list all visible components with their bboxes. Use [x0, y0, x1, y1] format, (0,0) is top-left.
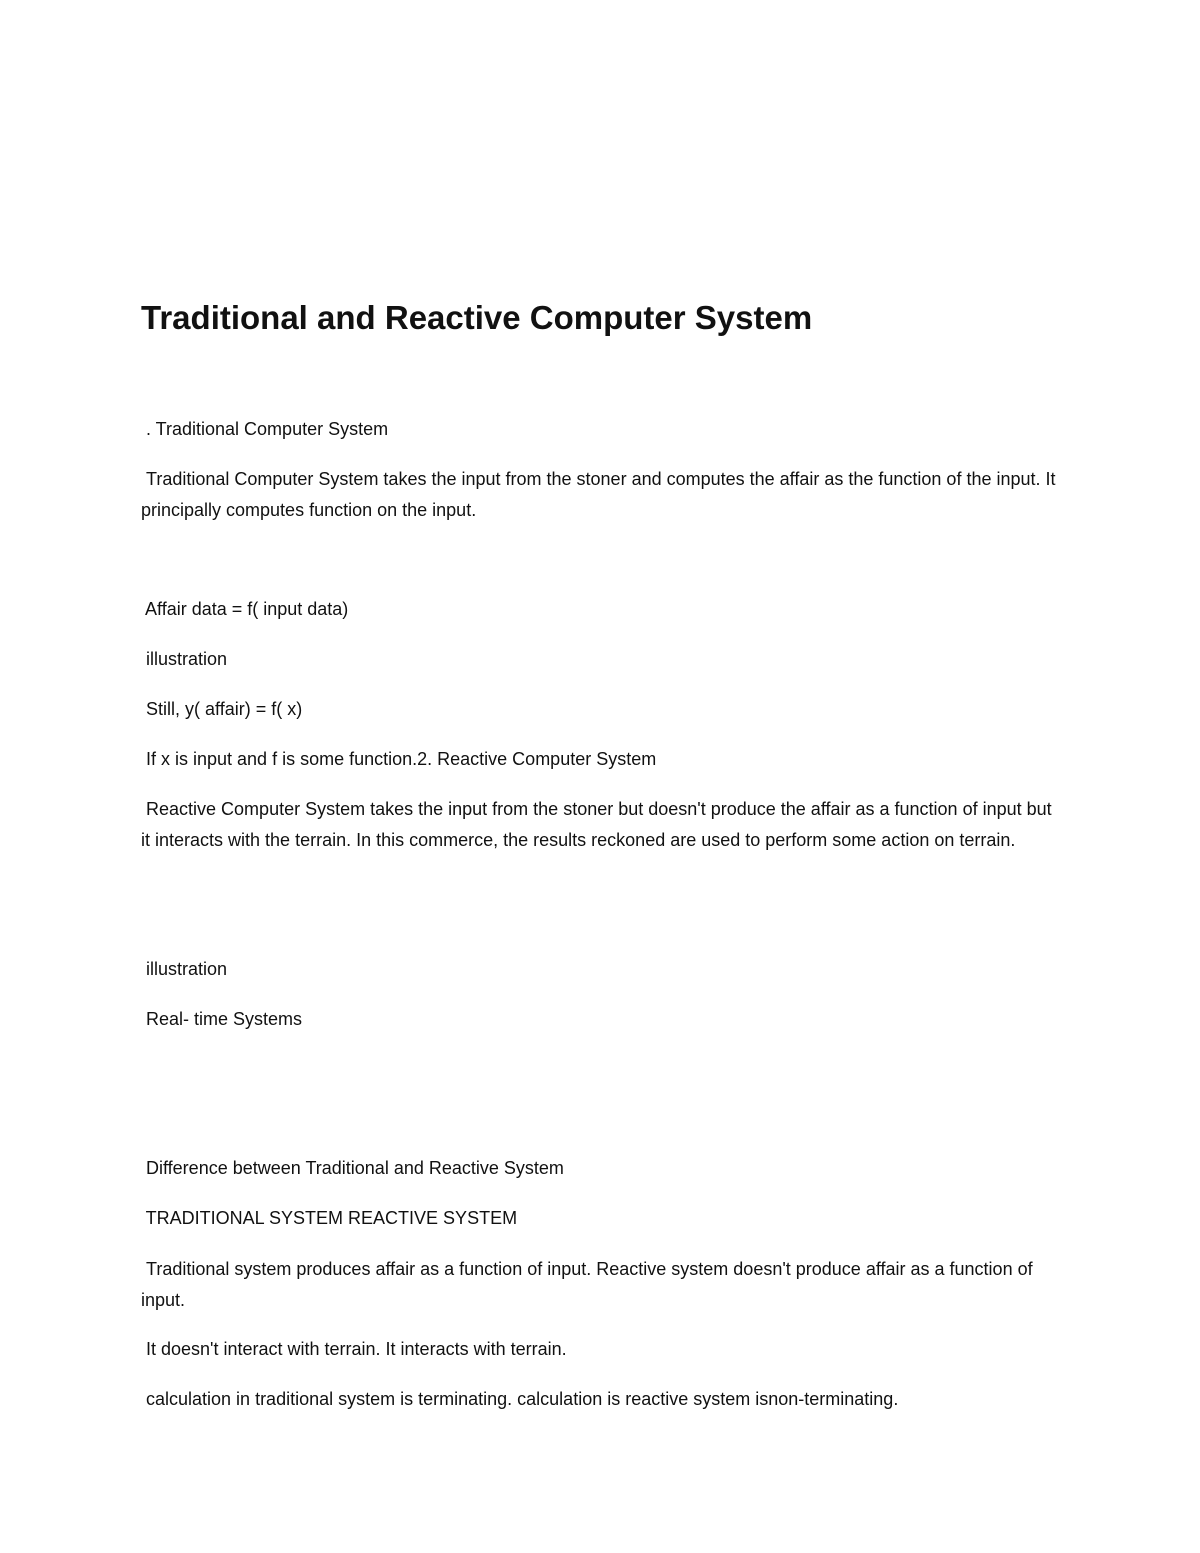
- label-illustration: illustration: [141, 959, 228, 979]
- table-header-systems: TRADITIONAL SYSTEM REACTIVE SYSTEM: [141, 1208, 518, 1228]
- paragraph-reactive-description: Reactive Computer System takes the input from the stoner but doesn't produce the affair as a function of input but it interacts with the terrain. In this commerce, the results reckoned are used to perform some action on terrain.: [141, 799, 1057, 850]
- paragraph-definition-reactive-heading: If x is input and f is some function.2. Reactive Computer System: [141, 749, 657, 769]
- document-title: Traditional and Reactive Computer System: [141, 299, 813, 336]
- formula-affair-data: Affair data = f( input data): [141, 599, 349, 619]
- section-heading-difference: Difference between Traditional and Reactive System: [141, 1158, 564, 1178]
- formula-still: Still, y( affair) = f( x): [141, 699, 303, 719]
- section-heading-traditional: . Traditional Computer System: [141, 419, 389, 439]
- comparison-row-function: Traditional system produces affair as a function of input. Reactive system doesn't produce affair as a function of input.: [141, 1259, 1038, 1310]
- label-illustration: illustration: [141, 649, 228, 669]
- label-real-time-systems: Real- time Systems: [141, 1009, 303, 1029]
- comparison-row-termination: calculation in traditional system is terminating. calculation is reactive system isnon-terminating.: [141, 1389, 899, 1409]
- comparison-row-terrain: It doesn't interact with terrain. It interacts with terrain.: [141, 1339, 567, 1359]
- paragraph-traditional-description: Traditional Computer System takes the input from the stoner and computes the affair as the function of the input. It principally computes function on the input.: [141, 469, 1061, 520]
